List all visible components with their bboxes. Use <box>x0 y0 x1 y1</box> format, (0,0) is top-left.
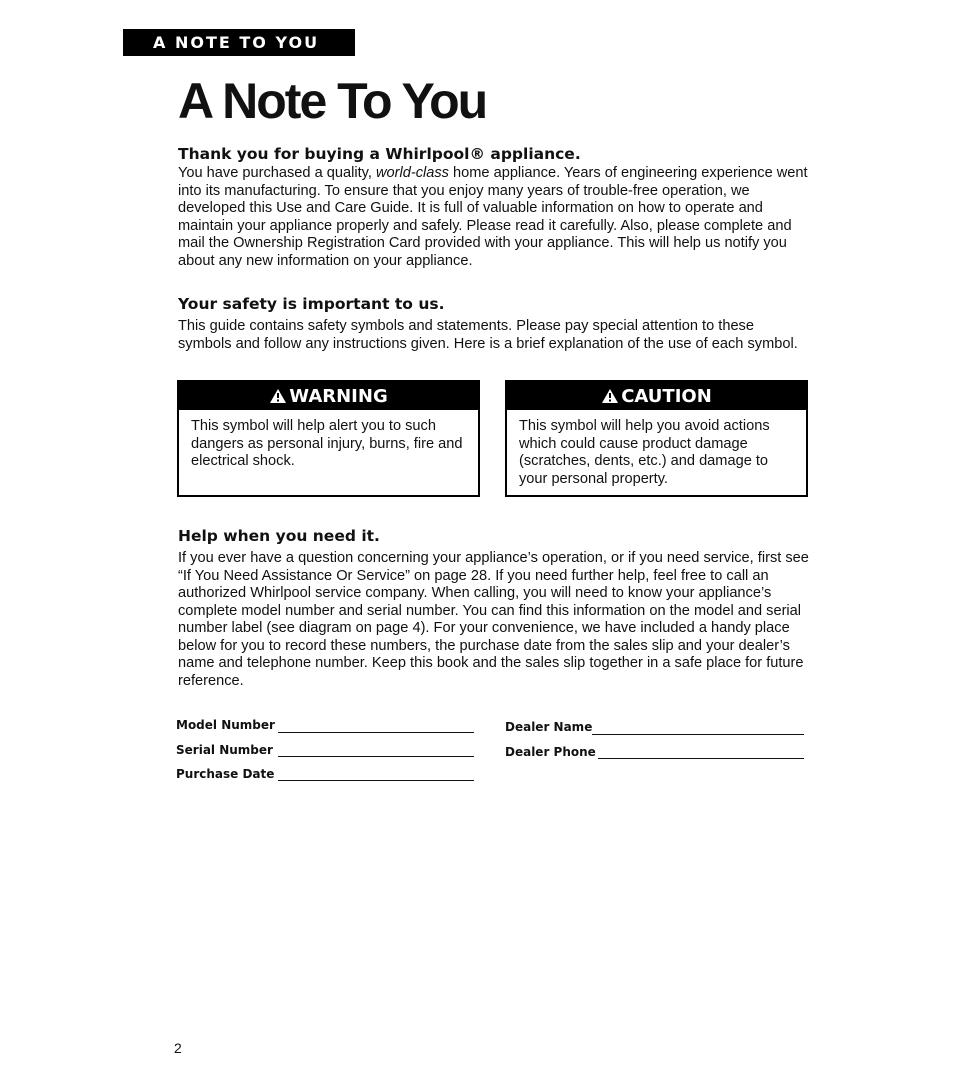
caution-box-header <box>507 382 806 410</box>
thanks-paragraph <box>178 165 810 270</box>
serial-number-field[interactable] <box>278 755 474 757</box>
page-number: 2 <box>174 1040 182 1056</box>
serial-number-label: Serial Number <box>176 743 273 757</box>
thanks-text-emphasis: world-class <box>375 165 449 181</box>
dealer-name-row <box>505 718 592 736</box>
dealer-phone-label: Dealer Phone <box>505 745 596 759</box>
model-number-label: Model Number <box>176 718 275 732</box>
caution-text: This symbol will help you avoid actions which could cause product damage (scratches, dents, etc.) and damage to your personal property. <box>519 418 770 487</box>
dealer-name-label: Dealer Name <box>505 720 593 734</box>
model-number-row <box>176 716 275 734</box>
purchase-date-row <box>176 765 274 783</box>
warning-box <box>177 380 480 497</box>
thanks-heading: Thank you for buying a Whirlpool® appliance. <box>178 145 581 163</box>
safety-paragraph: This guide contains safety symbols and statements. Please pay special attention to these symbols and follow any instructions given. Here is a brief explanation of the use of each symbol. <box>178 318 798 352</box>
purchase-date-field[interactable] <box>278 779 474 781</box>
page-title: A Note To You <box>178 73 487 129</box>
warning-label: WARNING <box>289 385 388 407</box>
caution-label: CAUTION <box>621 385 712 407</box>
warning-box-header <box>179 382 478 410</box>
dealer-name-field[interactable] <box>592 733 804 735</box>
help-heading: Help when you need it. <box>178 527 380 545</box>
safety-heading: Your safety is important to us. <box>178 295 445 313</box>
thanks-text-start: You have purchased a quality, <box>178 165 376 181</box>
dealer-phone-field[interactable] <box>598 757 804 759</box>
help-paragraph: If you ever have a question concerning your appliance’s operation, or if you need service, first see “If You Need Assistance Or Service” on page 28. If you need further help, feel free to call an authorized Whirlpool service company. When calling, you will need to know your appliance’s complete model number and serial number. You can find this information on the model and serial number label (see diagram on page 4). For your convenience, we have included a handy place below for you to record these numbers, the purchase date from the sales slip and your dealer’s name and telephone number. Keep this book and the sales slip together in a safe place for future reference. <box>178 550 809 689</box>
model-number-field[interactable] <box>278 731 474 733</box>
warning-text: This symbol will help alert you to such dangers as personal injury, burns, fire and electrical shock. <box>191 418 463 469</box>
thanks-text-end: home appliance. Years of engineering experience went into its manufacturing. To ensure that you enjoy many years of trouble-free operation, we developed this Use and Care Guide. It is full of valuable information on how to operate and maintain your appliance properly and safely. Please read it carefully. Also, please complete and mail the Ownership Registration Card provided with your appliance. This will help us notify you about any new information on your appliance. <box>178 165 808 269</box>
dealer-phone-row <box>505 743 596 761</box>
purchase-date-label: Purchase Date <box>176 767 275 781</box>
warning-triangle-icon <box>601 388 619 404</box>
serial-number-row <box>176 741 273 759</box>
section-tab: A NOTE TO YOU <box>123 29 355 56</box>
warning-triangle-icon <box>269 388 287 404</box>
caution-box <box>505 380 808 497</box>
